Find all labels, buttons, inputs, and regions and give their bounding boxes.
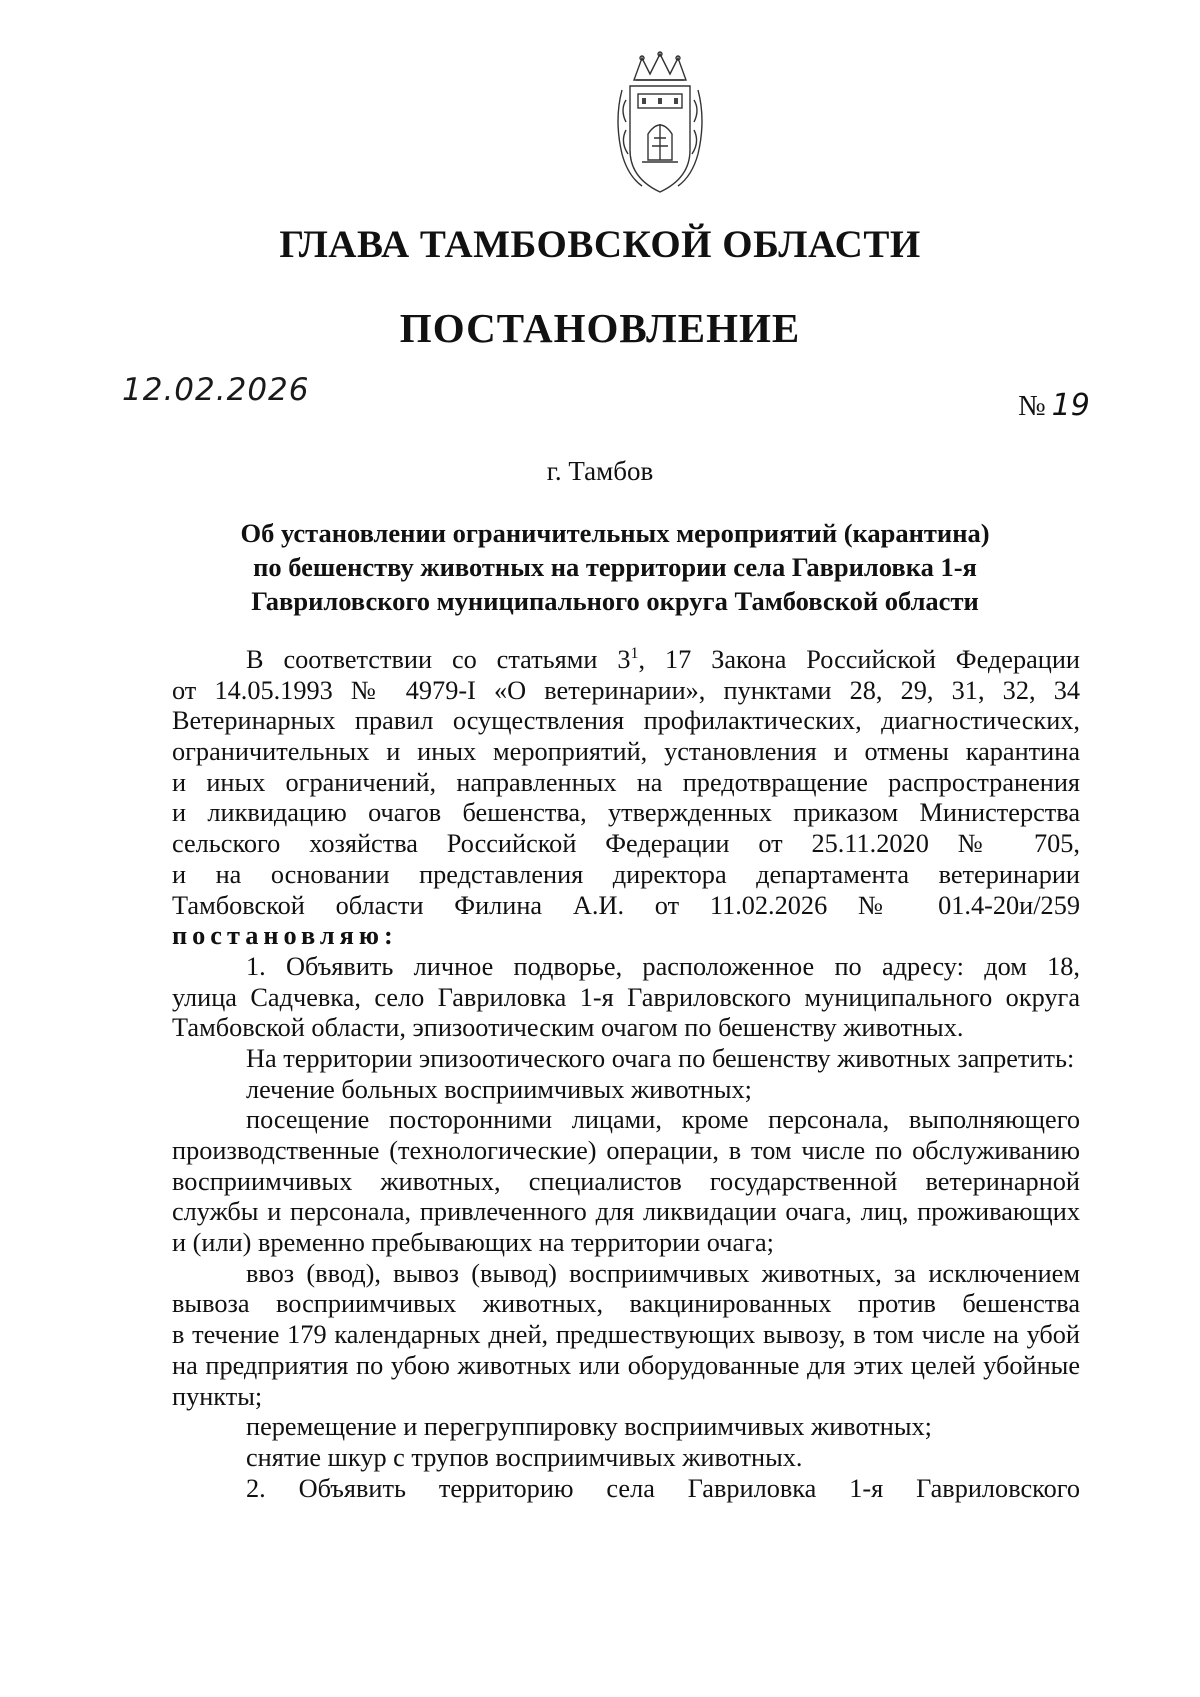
ban-item: снятие шкур с трупов восприимчивых животных. [246, 1442, 803, 1472]
body-line: от 14.05.1993 № 4979-I «О ветеринарии», пунктами 28, 29, 31, 32, 34 [172, 675, 1080, 705]
resolve-line [172, 921, 1080, 952]
item1-line: улица Садчевка, село Гавриловка 1-я Гавриловского муниципального округа [172, 982, 1080, 1012]
ban-item-line: восприимчивых животных, специалистов государственной ветеринарной [172, 1166, 1080, 1196]
ban-item: перемещение и перегруппировку восприимчивых животных; [246, 1412, 932, 1442]
title-line: Гавриловского муниципального округа Тамбовской области [251, 586, 979, 616]
issuing-authority: ГЛАВА ТАМБОВСКОЙ ОБЛАСТИ [279, 223, 921, 266]
body-line: сельского хозяйства Российской Федерации от 25.11.2020 № 705, [172, 829, 1080, 859]
ban-item-line: ввоз (ввод), вывоз (вывод) восприимчивых животных, за исключением [246, 1258, 1080, 1288]
ban-item-line: в течение 179 календарных дней, предшествующих вывозу, в том числе на убой [172, 1320, 1080, 1350]
ban-item-line: службы и персонала, привлеченного для ликвидации очага, лиц, проживающих [172, 1197, 1080, 1227]
ban-item: лечение больных восприимчивых животных; [246, 1074, 752, 1104]
preamble-first-line [172, 645, 1080, 676]
document-title [160, 516, 1070, 618]
number-value: 19 [1051, 388, 1090, 423]
ban-item-line: и (или) временно пребывающих на территории очага; [172, 1228, 774, 1258]
body-line: ограничительных и иных мероприятий, установления и отмены карантина [172, 737, 1080, 767]
body-line: Ветеринарных правил осуществления профилактических, диагностических, [172, 706, 1080, 736]
city-line: г. Тамбов [546, 456, 654, 486]
title-line: Об установлении ограничительных мероприятий (карантина) [240, 518, 990, 548]
superscript-index: 1 [630, 645, 639, 662]
body-line: и на основании представления директора департамента ветеринарии [172, 859, 1080, 889]
ban-item-line: посещение посторонними лицами, кроме персонала, выполняющего [246, 1105, 1080, 1135]
number-prefix: № [1018, 390, 1046, 422]
ban-item-line: на предприятия по убою животных или оборудованные для этих целей убойные [172, 1350, 1080, 1380]
item1-line: 1. Объявить личное подворье, расположенное по адресу: дом 18, [246, 951, 1080, 981]
preamble-text: В соответствии со статьями 3 [246, 645, 631, 674]
body-line: и иных ограничений, направленных на предотвращение распространения [172, 767, 1080, 797]
preamble-text: , 17 Закона Российской Федерации [638, 645, 1080, 674]
ban-item-line: пункты; [172, 1381, 263, 1411]
document-body [172, 645, 1080, 1504]
coat-of-arms-emblem [612, 50, 708, 200]
item2-line: 2. Объявить территорию села Гавриловка 1-я Гавриловского [246, 1473, 1080, 1503]
document-type: ПОСТАНОВЛЕНИЕ [399, 305, 801, 351]
title-line: по бешенству животных на территории села Гавриловка 1-я [253, 552, 977, 582]
ban-item-line: вывоза восприимчивых животных, вакцинированных против бешенства [172, 1289, 1080, 1319]
resolve-word: постановляю [172, 921, 384, 951]
item1-line: Тамбовской области, эпизоотическим очагом по бешенству животных. [172, 1013, 964, 1043]
body-line: и ликвидацию очагов бешенства, утвержденных приказом Министерства [172, 798, 1080, 828]
ban-intro: На территории эпизоотического очага по бешенству животных запретить: [246, 1043, 1075, 1073]
document-number [1018, 388, 1090, 423]
resolve-colon: : [383, 921, 393, 951]
body-line: Тамбовской области Филина А.И. от 11.02.2026 № 01.4-20и/259 [172, 890, 1080, 920]
document-date: 12.02.2026 [122, 372, 310, 408]
ban-item-line: производственные (технологические) операции, в том числе по обслуживанию [172, 1136, 1080, 1165]
